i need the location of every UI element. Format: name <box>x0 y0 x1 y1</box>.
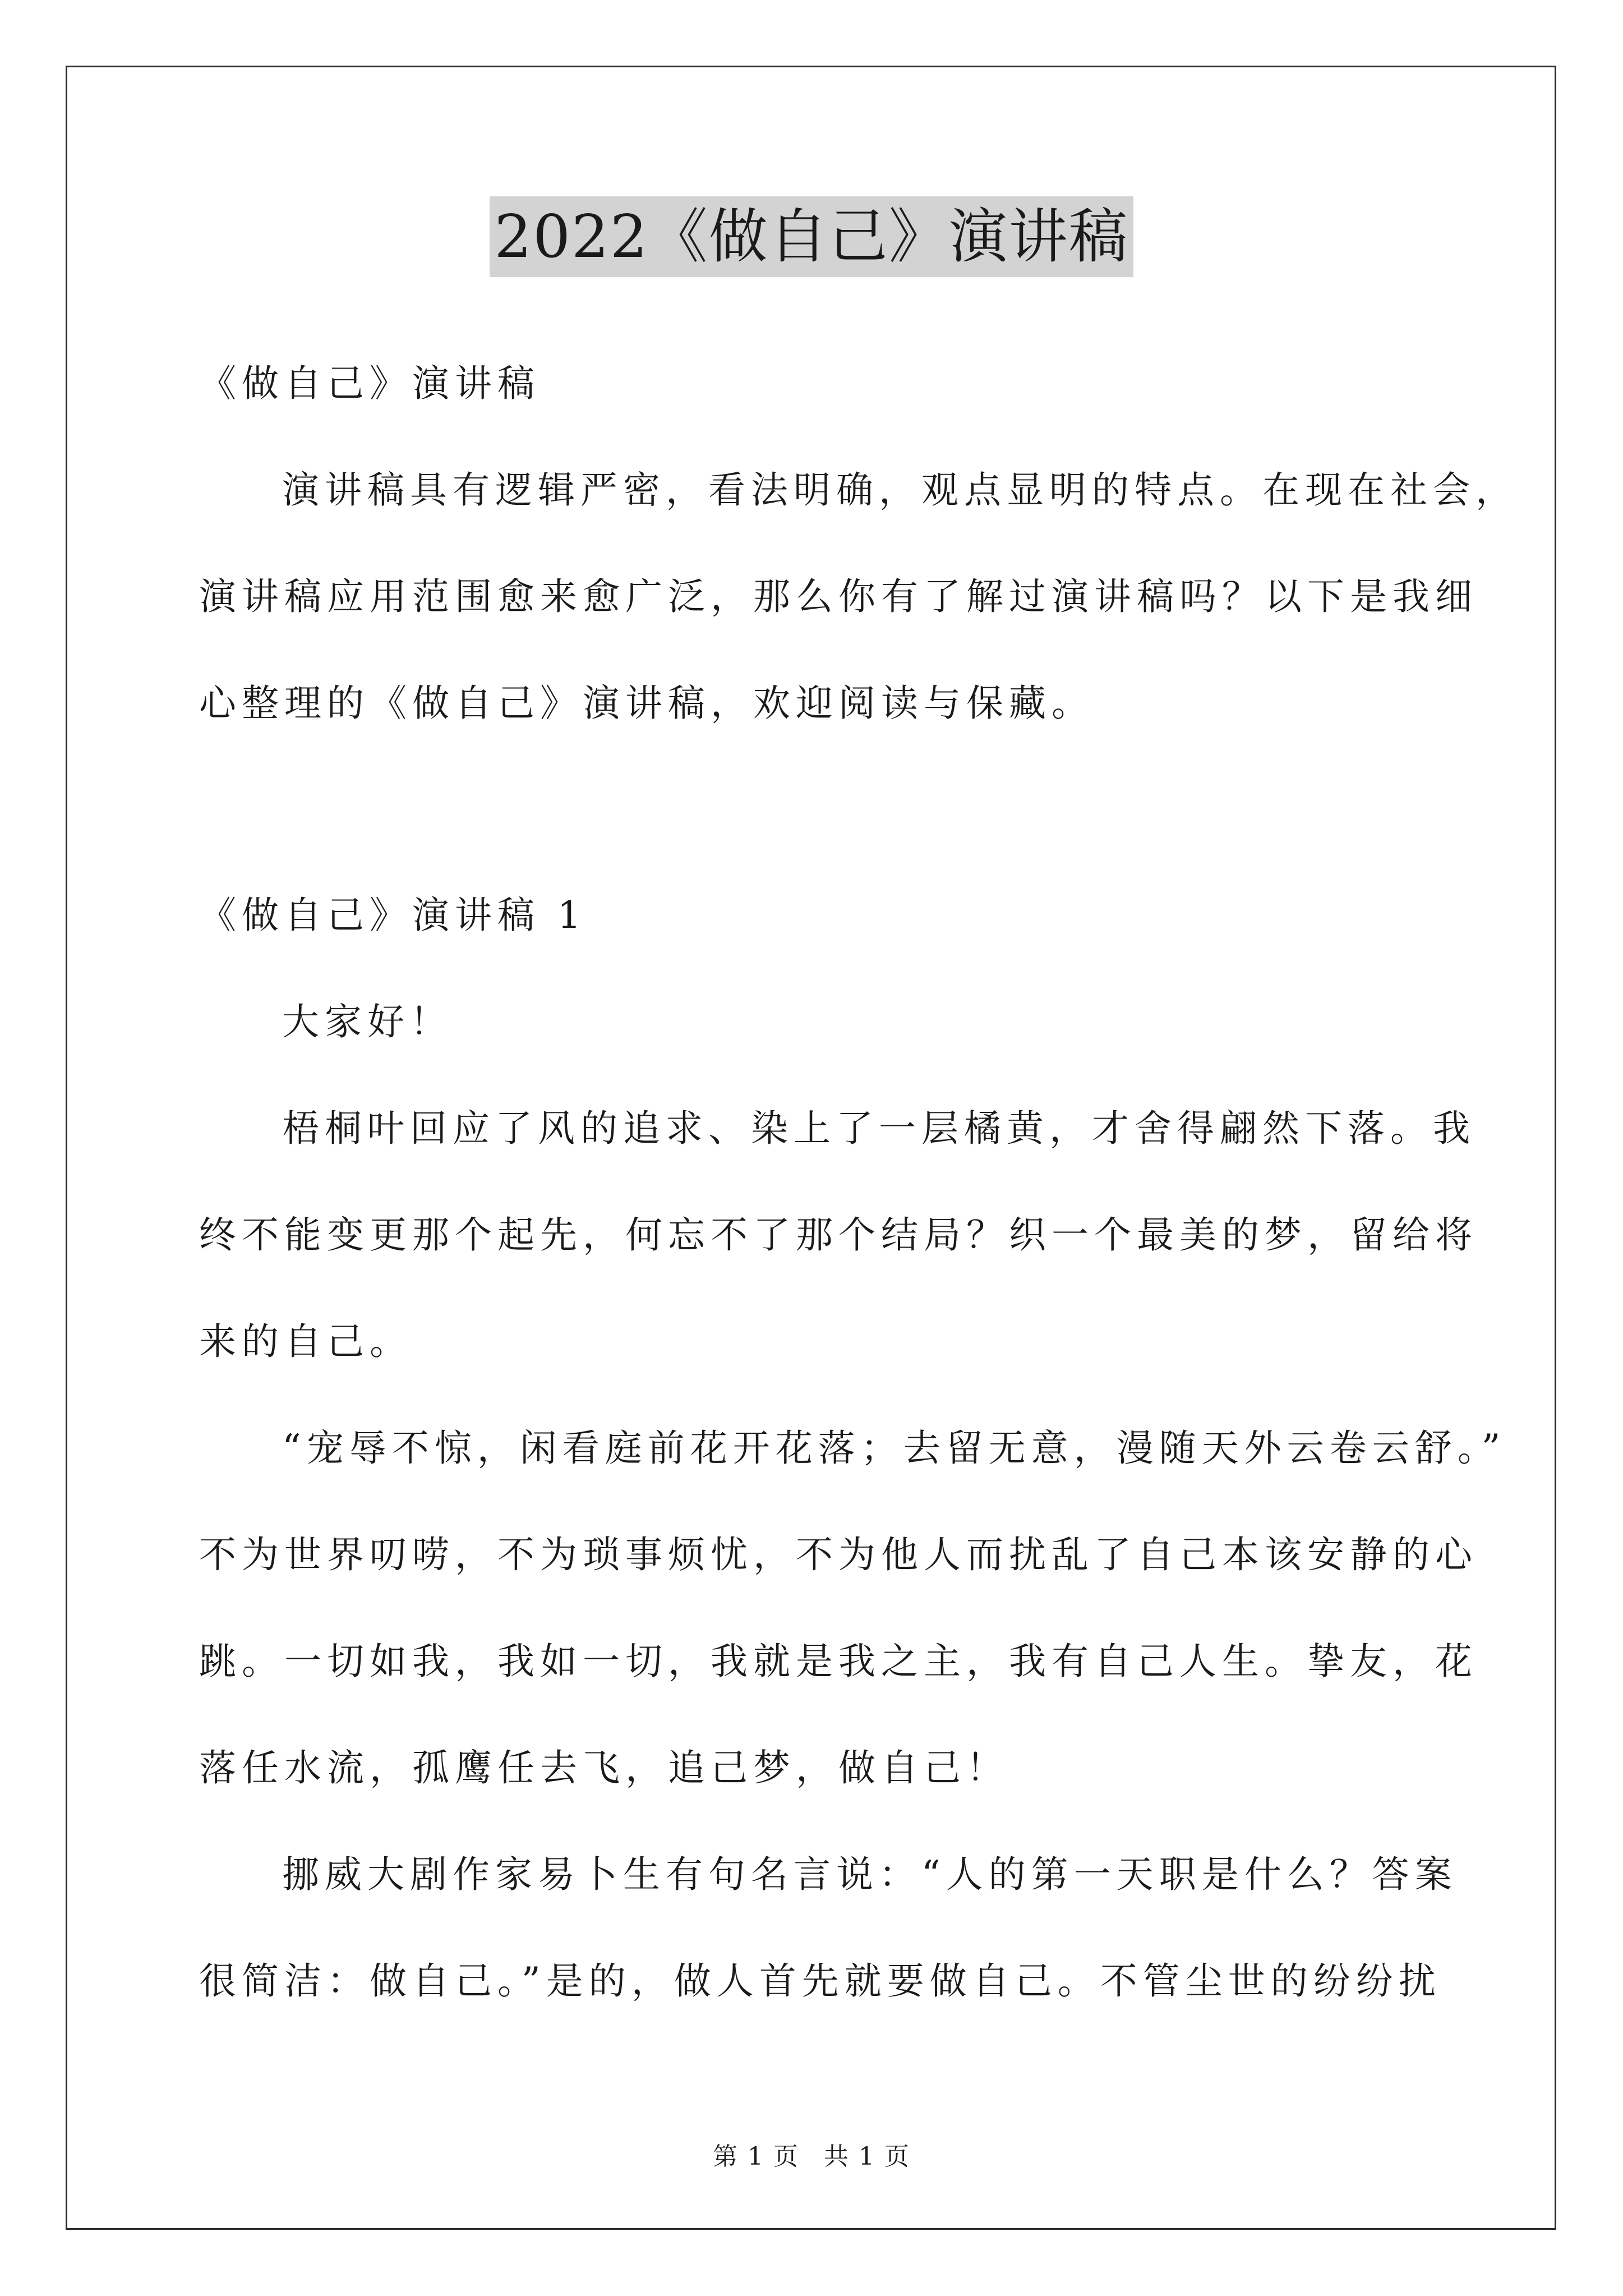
page-total: 共 1 页 <box>824 2142 910 2171</box>
section-heading: 《做自己》演讲稿 1 <box>199 894 587 937</box>
greeting: 大家好！ <box>282 1000 453 1043</box>
intro-line-1: 演讲稿具有逻辑严密，看法明确，观点显明的特点。在现在社会， <box>282 468 1518 512</box>
paragraph-2-line-3: 跳。一切如我，我如一切，我就是我之主，我有自己人生。挚友，花 <box>199 1640 1478 1683</box>
document-title: 2022《做自己》演讲稿 <box>490 196 1133 277</box>
subtitle: 《做自己》演讲稿 <box>199 362 540 405</box>
page-number: 第 1 页 <box>713 2142 799 2171</box>
paragraph-1-line-2: 终不能变更那个起先，何忘不了那个结局？织一个最美的梦，留给将 <box>199 1213 1478 1257</box>
paragraph-1-line-1: 梧桐叶回应了风的追求、染上了一层橘黄，才舍得翩然下落。我 <box>282 1107 1476 1150</box>
paragraph-2-line-1: “宠辱不惊，闲看庭前花开花落；去留无意，漫随天外云卷云舒。” <box>282 1427 1506 1470</box>
intro-line-2: 演讲稿应用范围愈来愈广泛，那么你有了解过演讲稿吗？以下是我细 <box>199 575 1478 618</box>
paragraph-2-line-2: 不为世界叨唠，不为琐事烦忧，不为他人而扰乱了自己本该安静的心 <box>199 1533 1478 1576</box>
page-footer <box>0 2136 1623 2172</box>
paragraph-3-line-2: 很简洁：做自己。”是的，做人首先就要做自己。不管尘世的纷纷扰 <box>199 1959 1441 2003</box>
document-title-container <box>0 196 1623 277</box>
paragraph-2-line-4: 落任水流，孤鹰任去飞，追己梦，做自己！ <box>199 1746 1009 1789</box>
paragraph-1-line-3: 来的自己。 <box>199 1320 412 1363</box>
paragraph-3-line-1: 挪威大剧作家易卜生有句名言说：“人的第一天职是什么？答案 <box>282 1853 1458 1896</box>
intro-line-3: 心整理的《做自己》演讲稿，欢迎阅读与保藏。 <box>199 682 1094 725</box>
